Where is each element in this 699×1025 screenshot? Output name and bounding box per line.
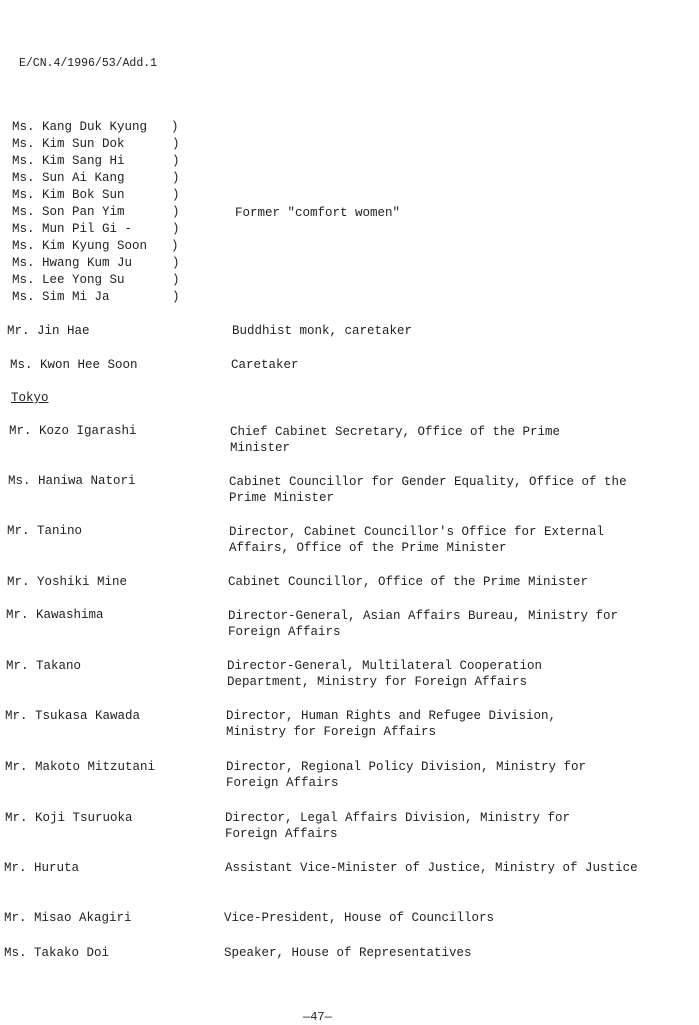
list-item: Ms. Mun Pil Gi - )	[12, 222, 180, 236]
list-item: Ms. Kim Sun Dok )	[12, 137, 180, 151]
tokyo-entry-name: Ms. Haniwa Natori	[8, 474, 136, 488]
tokyo-entry-role: Director-General, Multilateral Cooperation Department, Ministry for Foreign Affairs	[227, 659, 543, 689]
list-item: Ms. Son Pan Yim )	[12, 205, 180, 219]
tokyo-entry-role: Speaker, House of Representatives	[224, 946, 472, 960]
list-item: Ms. Hwang Kum Ju )	[12, 256, 180, 270]
list-item: Ms. Sun Ai Kang )	[12, 171, 180, 185]
list-item: Ms. Kim Sang Hi )	[12, 154, 180, 168]
caretaker-role: Caretaker	[231, 358, 299, 372]
list-item: Ms. Kang Duk Kyung )	[12, 120, 179, 134]
tokyo-entry-role: Cabinet Councillor for Gender Equality, Office of the Prime Minister	[229, 475, 627, 505]
list-item: Ms. Lee Yong Su )	[12, 273, 180, 287]
caretaker-name: Mr. Jin Hae	[7, 324, 90, 338]
tokyo-entry-name: Mr. Kozo Igarashi	[9, 424, 137, 438]
caretaker-name: Ms. Kwon Hee Soon	[10, 358, 138, 372]
list-item: Ms. Kim Kyung Soon )	[12, 239, 179, 253]
document-symbol: E/CN.4/1996/53/Add.1	[19, 57, 158, 70]
tokyo-entry-role: Director, Human Rights and Refugee Division, Ministry for Foreign Affairs	[226, 709, 557, 739]
tokyo-entry-name: Ms. Takako Doi	[4, 946, 110, 960]
tokyo-entry-name: Mr. Takano	[6, 659, 82, 673]
tokyo-entry-name: Mr. Tanino	[7, 524, 83, 538]
tokyo-entry-name: Mr. Tsukasa Kawada	[5, 709, 141, 723]
tokyo-entry-role: Director-General, Asian Affairs Bureau, Ministry for Foreign Affairs	[228, 609, 619, 639]
page-number: —47—	[303, 1010, 332, 1024]
tokyo-entry-name: Mr. Kawashima	[6, 608, 104, 622]
tokyo-entry-role: Cabinet Councillor, Office of the Prime Minister	[228, 575, 589, 589]
tokyo-entry-role: Director, Legal Affairs Division, Ministry for Foreign Affairs	[225, 811, 571, 841]
tokyo-entry-name: Mr. Koji Tsuruoka	[5, 811, 133, 825]
tokyo-entry-name: Mr. Yoshiki Mine	[7, 575, 128, 589]
caretaker-role: Buddhist monk, caretaker	[232, 324, 413, 338]
tokyo-entry-name: Mr. Huruta	[4, 861, 80, 875]
tokyo-entry-role: Chief Cabinet Secretary, Office of the Prime Minister	[230, 425, 561, 455]
comfort-women-role: Former "comfort women"	[235, 206, 401, 220]
tokyo-entry-role: Vice-President, House of Councillors	[224, 911, 495, 925]
tokyo-entry-name: Mr. Misao Akagiri	[4, 911, 132, 925]
list-item: Ms. Kim Bok Sun )	[12, 188, 180, 202]
list-item: Ms. Sim Mi Ja )	[12, 290, 180, 304]
tokyo-entry-name: Mr. Makoto Mitzutani	[5, 760, 156, 774]
section-heading-tokyo: Tokyo	[11, 391, 49, 405]
tokyo-entry-role: Director, Cabinet Councillor's Office for External Affairs, Office of the Prime Minister	[229, 525, 605, 555]
tokyo-entry-role: Director, Regional Policy Division, Ministry for Foreign Affairs	[226, 760, 587, 790]
tokyo-entry-role: Assistant Vice-Minister of Justice, Ministry of Justice	[225, 861, 638, 875]
